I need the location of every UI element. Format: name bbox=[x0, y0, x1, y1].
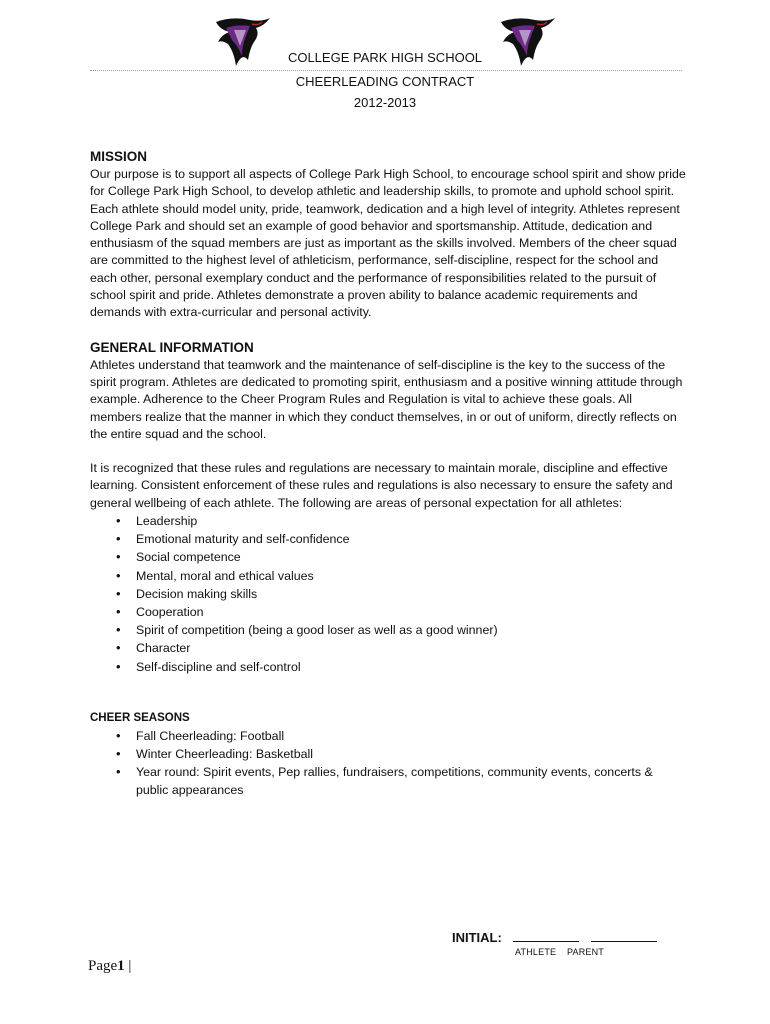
list-item: • Fall Cheerleading: Football bbox=[136, 727, 686, 745]
school-name: COLLEGE PARK HIGH SCHOOL bbox=[287, 50, 483, 65]
list-item: • Social competence bbox=[136, 548, 686, 566]
document-title: CHEERLEADING CONTRACT bbox=[295, 74, 475, 89]
initial-line bbox=[452, 929, 657, 945]
mission-text: Our purpose is to support all aspects of College Park High School, to encourage school spirit and show pride for College Park High School, to develop athletic and leadership skills, to promote and uphold school spirit. Each athlete should model unity, pride, teamwork, dedication and a high level of integrity. Athletes represent College Park and should set an example of good behavior and sportsmanship. Attitude, dedication and enthusiasm of the squad members are just as important as the skills involved. Members of the cheer squad are committed to the highest level of athleticism, performance, self-discipline, respect for the school and each other, personal exemplary conduct and the performance of responsibilities related to the pursuit of school spirit and pride. Athletes demonstrate a proven ability to balance academic requirements and demands with extra-curricular and personal activity. bbox=[90, 167, 686, 320]
list-item: • Leadership bbox=[136, 512, 686, 530]
list-item: • Character bbox=[136, 639, 686, 657]
mission-heading: MISSION bbox=[90, 149, 148, 164]
header-divider bbox=[90, 70, 682, 71]
list-item: • Self-discipline and self-control bbox=[136, 658, 686, 676]
general-info-heading: GENERAL INFORMATION bbox=[90, 339, 254, 355]
list-item: • Cooperation bbox=[136, 603, 686, 621]
initial-labels bbox=[515, 947, 612, 957]
parent-initial-field[interactable] bbox=[591, 929, 657, 942]
list-item: • Winter Cheerleading: Basketball bbox=[136, 745, 686, 763]
list-item: • Year round: Spirit events, Pep rallies, fundraisers, competitions, community events, concerts & public appearances bbox=[136, 763, 686, 799]
expectations-list bbox=[90, 512, 686, 676]
general-info-paragraph-2: It is recognized that these rules and regulations are necessary to maintain morale, discipline and effective learning. Consistent enforcement of these rules and regulations is also necessary to ensure the safety and general wellbeing of each athlete. The following are areas of personal expectation for all athletes: bbox=[90, 461, 673, 510]
page-separator: | bbox=[128, 958, 132, 974]
athlete-label: ATHLETE bbox=[515, 947, 557, 957]
list-item: • Decision making skills bbox=[136, 585, 686, 603]
initial-label: INITIAL: bbox=[452, 930, 502, 945]
document-body bbox=[90, 148, 686, 800]
list-item: • Emotional maturity and self-confidence bbox=[136, 530, 686, 548]
page-label: Page bbox=[88, 958, 118, 974]
page-number bbox=[88, 958, 131, 975]
general-info-paragraph-1: Athletes understand that teamwork and the maintenance of self-discipline is the key to the success of the spirit program. Athletes are dedicated to promoting spirit, enthusiasm and a positive winning attitude through example. Adherence to the Cheer Program Rules and Regulation is vital to achieve these goals. All members realize that the manner in which they conduct themselves, in or out of uniform, directly reflects on the entire squad and the school. bbox=[90, 357, 683, 441]
parent-label: PARENT bbox=[566, 947, 604, 957]
list-item: • Mental, moral and ethical values bbox=[136, 567, 686, 585]
school-year: 2012-2013 bbox=[353, 95, 417, 110]
cheer-seasons-heading: CHEER SEASONS bbox=[90, 711, 190, 724]
page-number-value: 1 bbox=[117, 958, 125, 974]
athlete-initial-field[interactable] bbox=[513, 929, 579, 942]
list-item: • Spirit of competition (being a good loser as well as a good winner) bbox=[136, 621, 686, 639]
seasons-list bbox=[90, 727, 686, 800]
